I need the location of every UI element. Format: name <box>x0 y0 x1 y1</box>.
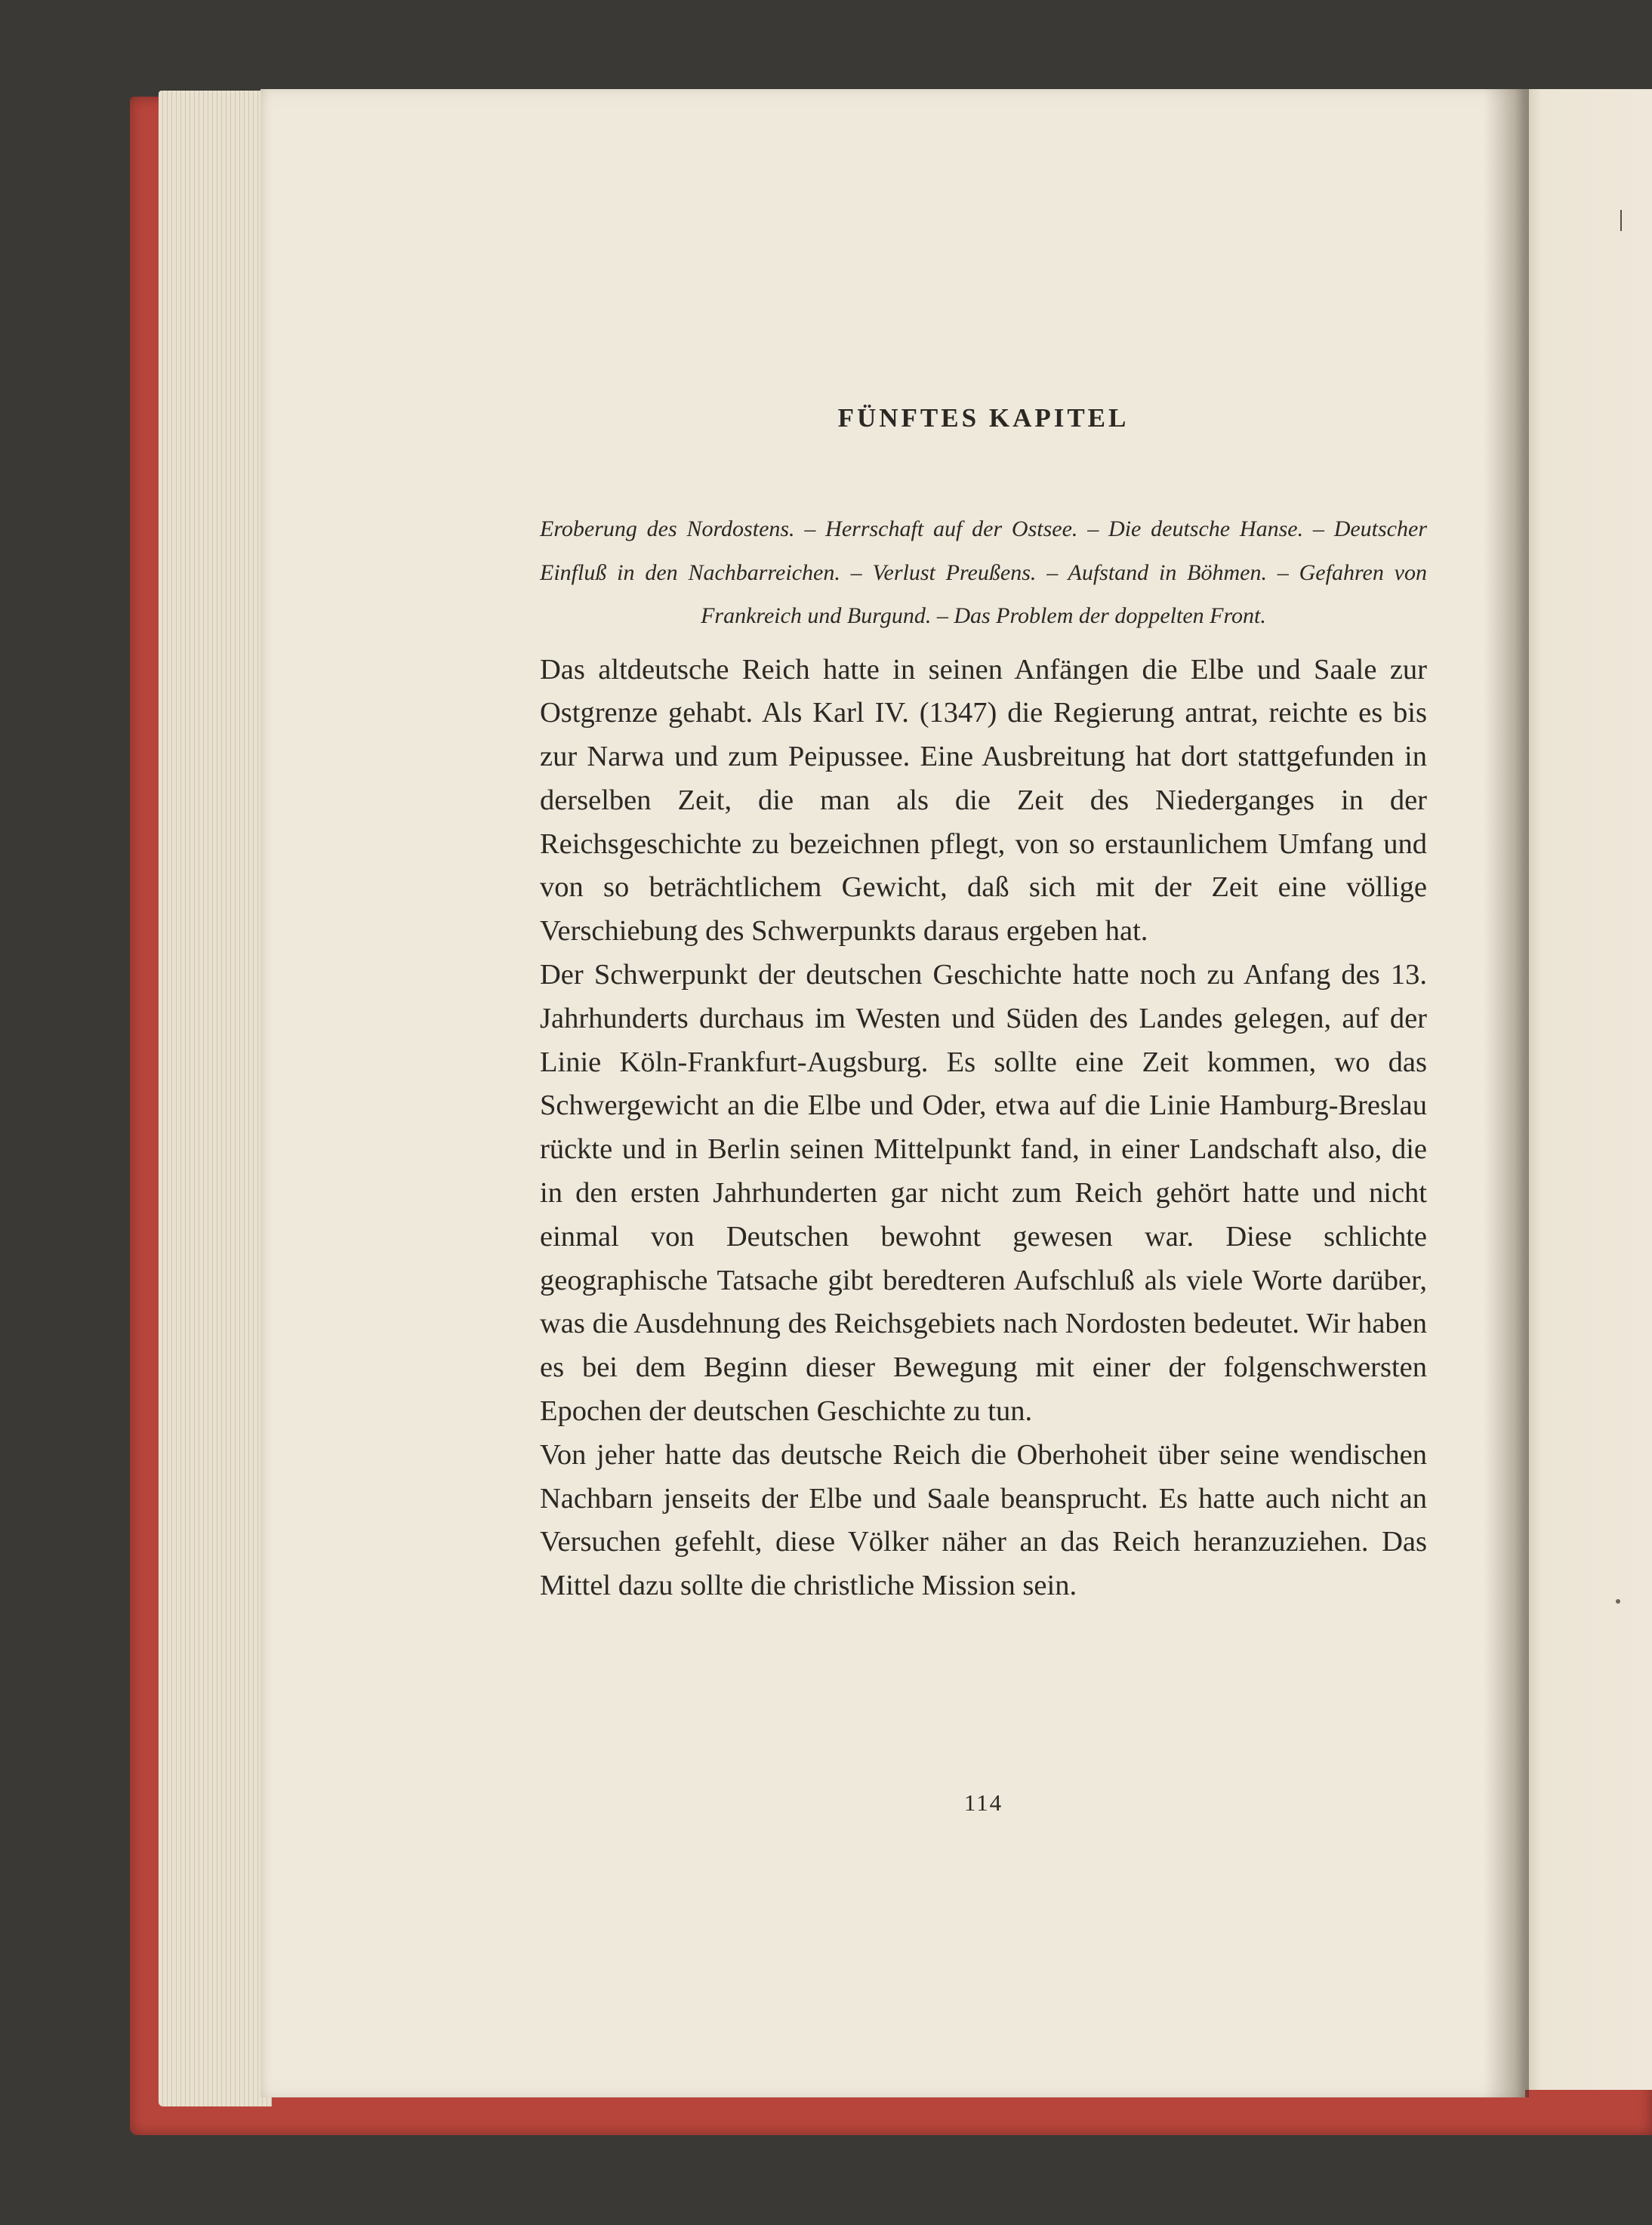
facing-page-edge <box>1518 89 1652 2090</box>
chapter-summary: Eroberung des Nordostens. – Herrschaft auf der Ostsee. – Die deutsche Hanse. – Deutscher Einfluß in den Nachbarreichen. – Verlust Preußens. – Aufstand in Böhmen. – Gefahren von Frankreich und Burgund. – Das Problem der doppelten Front. <box>540 516 1427 628</box>
gutter-shadow <box>1484 89 1529 2097</box>
paragraph: Der Schwerpunkt der deutschen Geschichte hatte noch zu Anfang des 13. Jahrhunderts durchaus im Westen und Süden des Landes gelegen, auf der Linie Köln-Frankfurt-Augsburg. Es sollte eine Zeit kommen, wo das Schwergewicht an die Elbe und Oder, etwa auf die Linie Hamburg-Breslau rückte und in Berlin seinen Mittelpunkt fand, in einer Landschaft also, die in den ersten Jahrhunderten gar nicht zum Reich gehört hatte und nicht einmal von Deutschen bewohnt gewesen war. Diese schlichte geographische Tatsache gibt beredteren Aufschluß als viele Worte darüber, was die Ausdehnung des Reichsgebiets nach Nordosten bedeutet. Wir haben es bei dem Beginn dieser Bewegung mit einer der folgenschwersten Epochen der deutschen Geschichte zu tun. <box>540 959 1427 1428</box>
paragraph: Von jeher hatte das deutsche Reich die Oberhoheit über seine wendischen Nachbarn jenseits der Elbe und Saale beansprucht. Es hatte auch nicht an Versuchen gefehlt, diese Völker näher an das Reich heranzuziehen. Das Mittel dazu sollte die christliche Mission sein. <box>540 1438 1427 1602</box>
page-number: 114 <box>963 1789 1003 1816</box>
page-content <box>540 400 1427 1816</box>
body-text <box>540 649 1427 1609</box>
margin-dot <box>1616 1599 1620 1604</box>
chapter-title: FÜNFTES KAPITEL <box>837 403 1130 433</box>
margin-mark <box>1620 210 1622 231</box>
page-edges <box>159 91 272 2106</box>
paragraph: Das altdeutsche Reich hatte in seinen Anfängen die Elbe und Saale zur Ostgrenze gehabt. Als Karl IV. (1347) die Regierung antrat, reichte es bis zur Narwa und zum Peipussee. Eine Ausbreitung hat dort stattgefunden in derselben Zeit, die man als die Zeit des Niederganges in der Reichsgeschichte zu bezeichnen pflegt, von so erstaunlichem Umfang und von so beträchtlichem Gewicht, daß sich mit der Zeit eine völlige Verschiebung des Schwerpunkts daraus ergeben hat. <box>540 653 1427 948</box>
